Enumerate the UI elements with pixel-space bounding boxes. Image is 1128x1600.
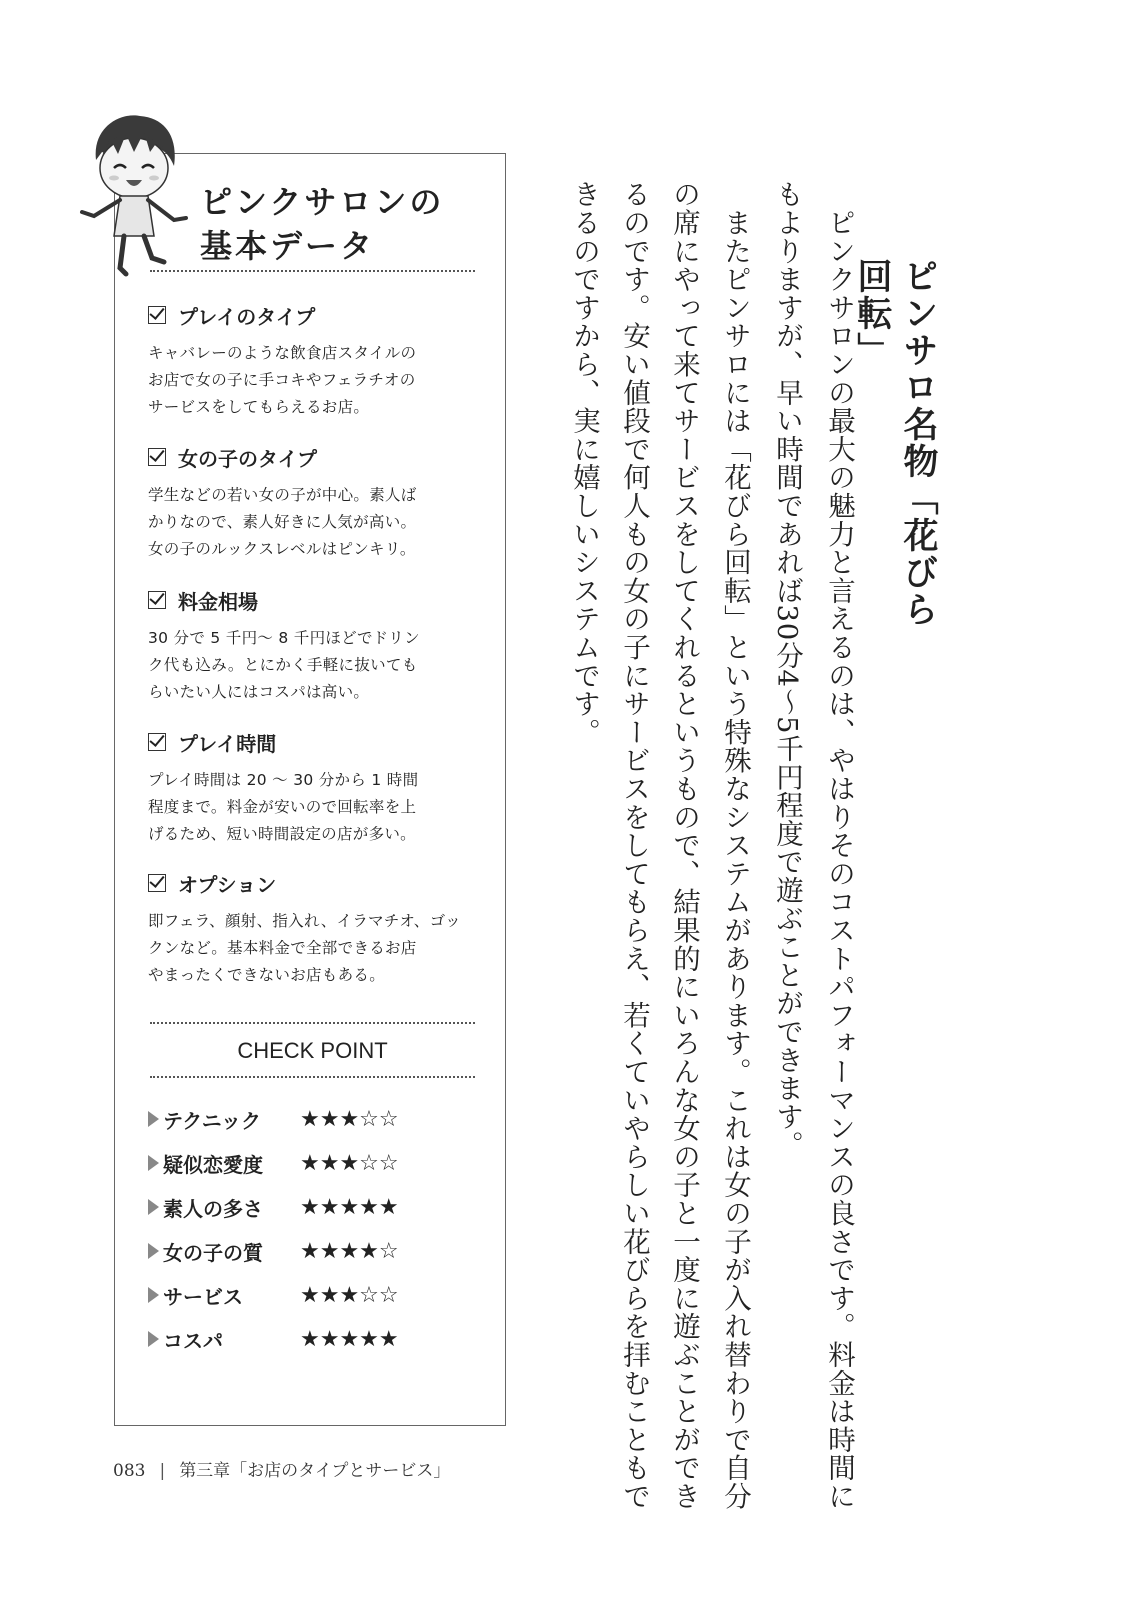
section-text-line: クンなど。基本料金で全部できるお店	[148, 939, 417, 957]
section-text-line: サービスをしてもらえるお店。	[148, 398, 370, 416]
sidebar-title-line1: ピンクサロンの	[200, 183, 445, 221]
rating-row	[148, 1104, 478, 1134]
checkbox-icon	[148, 306, 166, 324]
triangle-bullet-icon	[148, 1287, 159, 1303]
triangle-bullet-icon	[148, 1111, 159, 1127]
rating-stars: ★★★☆☆	[300, 1150, 399, 1176]
rating-stars: ★★★☆☆	[300, 1282, 399, 1308]
section-text-line: プレイ時間は 20 〜 30 分から 1 時間	[148, 771, 419, 789]
section-text-line: 女の子のルックスレベルはピンキリ。	[148, 540, 416, 558]
rating-row	[148, 1148, 478, 1178]
footer-separator: |	[159, 1461, 166, 1481]
section-options	[148, 868, 488, 989]
sidebar-title	[200, 180, 444, 268]
section-heading: プレイのタイプ	[178, 304, 316, 329]
section-text-line: 30 分で 5 千円〜 8 千円ほどでドリン	[148, 629, 420, 647]
rating-stars: ★★★☆☆	[300, 1106, 399, 1132]
page-footer	[113, 1456, 450, 1481]
article-column: またピンサロには「花びら回転」という特殊なシステムがあります。これは女の子が入れ替わりで自分	[719, 180, 751, 1511]
article-column: もよりますが、早い時間であれば30分4〜5千円程度で遊ぶことができます。	[771, 180, 803, 1159]
triangle-bullet-icon	[148, 1199, 159, 1215]
section-play-time	[148, 727, 488, 848]
rating-row	[148, 1324, 478, 1354]
dotted-divider-check-top	[150, 1022, 475, 1024]
rating-stars: ★★★★★	[300, 1326, 399, 1352]
page-number: 083	[113, 1461, 146, 1481]
rating-label: 女の子の質	[163, 1240, 263, 1265]
section-text-line: キャバレーのような飲食店スタイルの	[148, 344, 417, 362]
triangle-bullet-icon	[148, 1243, 159, 1259]
section-text-line: 程度まで。料金が安いので回転率を上	[148, 798, 417, 816]
rating-label: コスパ	[163, 1328, 223, 1353]
section-text-line: 学生などの若い女の子が中心。素人ば	[148, 486, 417, 504]
triangle-bullet-icon	[148, 1331, 159, 1347]
sidebar-title-line2: 基本データ	[200, 227, 376, 265]
rating-stars: ★★★★★	[300, 1194, 399, 1220]
section-text-line: げるため、短い時間設定の店が多い。	[148, 825, 416, 843]
section-heading: オプション	[178, 872, 277, 897]
section-heading: 料金相場	[178, 589, 258, 614]
section-price	[148, 585, 488, 706]
article-column: きるのですから、実に嬉しいシステムです。	[568, 180, 600, 746]
section-heading: 女の子のタイプ	[178, 446, 317, 471]
rating-label: 疑似恋愛度	[163, 1152, 263, 1177]
dotted-divider-top	[150, 270, 475, 272]
section-text	[148, 908, 488, 989]
section-text-line: かりなので、素人好きに人気が高い。	[148, 513, 417, 531]
article-column: ピンクサロンの最大の魅力と言えるのは、やはりそのコストパフォーマンスの良さです。料金は時間に	[823, 180, 855, 1511]
section-text-line: らいたい人にはコスパは高い。	[148, 683, 370, 701]
rating-row	[148, 1280, 478, 1310]
section-text-line: 即フェラ、顔射、指入れ、イラマチオ、ゴッ	[148, 912, 461, 930]
checkbox-icon	[148, 448, 166, 466]
article-column: の席にやって来てサービスをしてくれるというもので、結果的にいろんな女の子と一度に遊ぶことができ	[668, 180, 700, 1511]
section-text-line: やまったくできないお店もある。	[148, 966, 386, 984]
checkbox-icon	[148, 874, 166, 892]
section-text-line: お店で女の子に手コキやフェラチオの	[148, 371, 416, 389]
checkbox-icon	[148, 733, 166, 751]
section-text	[148, 482, 488, 563]
rating-label: テクニック	[163, 1108, 261, 1133]
section-text	[148, 767, 488, 848]
article-heading: ピンサロ名物「花びら回転」	[852, 258, 938, 628]
section-girl-type	[148, 442, 488, 563]
rating-row	[148, 1236, 478, 1266]
chapter-title: 第三章「お店のタイプとサービス」	[179, 1461, 451, 1481]
rating-label: 素人の多さ	[163, 1196, 263, 1221]
rating-label: サービス	[163, 1284, 243, 1309]
triangle-bullet-icon	[148, 1155, 159, 1171]
article-column: るのです。安い値段で何人もの女の子にサービスをしてもらえ、若くていやらしい花びらを拝むこともで	[618, 180, 650, 1511]
rating-stars: ★★★★☆	[300, 1238, 399, 1264]
section-text	[148, 625, 488, 706]
checkbox-icon	[148, 591, 166, 609]
section-heading: プレイ時間	[178, 731, 277, 756]
section-text	[148, 340, 488, 421]
mascot-illustration	[74, 108, 194, 280]
dotted-divider-check-bottom	[150, 1076, 475, 1078]
section-text-line: ク代も込み。とにかく手軽に抜いても	[148, 656, 418, 674]
section-play-type	[148, 300, 488, 421]
check-point-title: CHECK POINT	[237, 1038, 388, 1063]
rating-row	[148, 1192, 478, 1222]
